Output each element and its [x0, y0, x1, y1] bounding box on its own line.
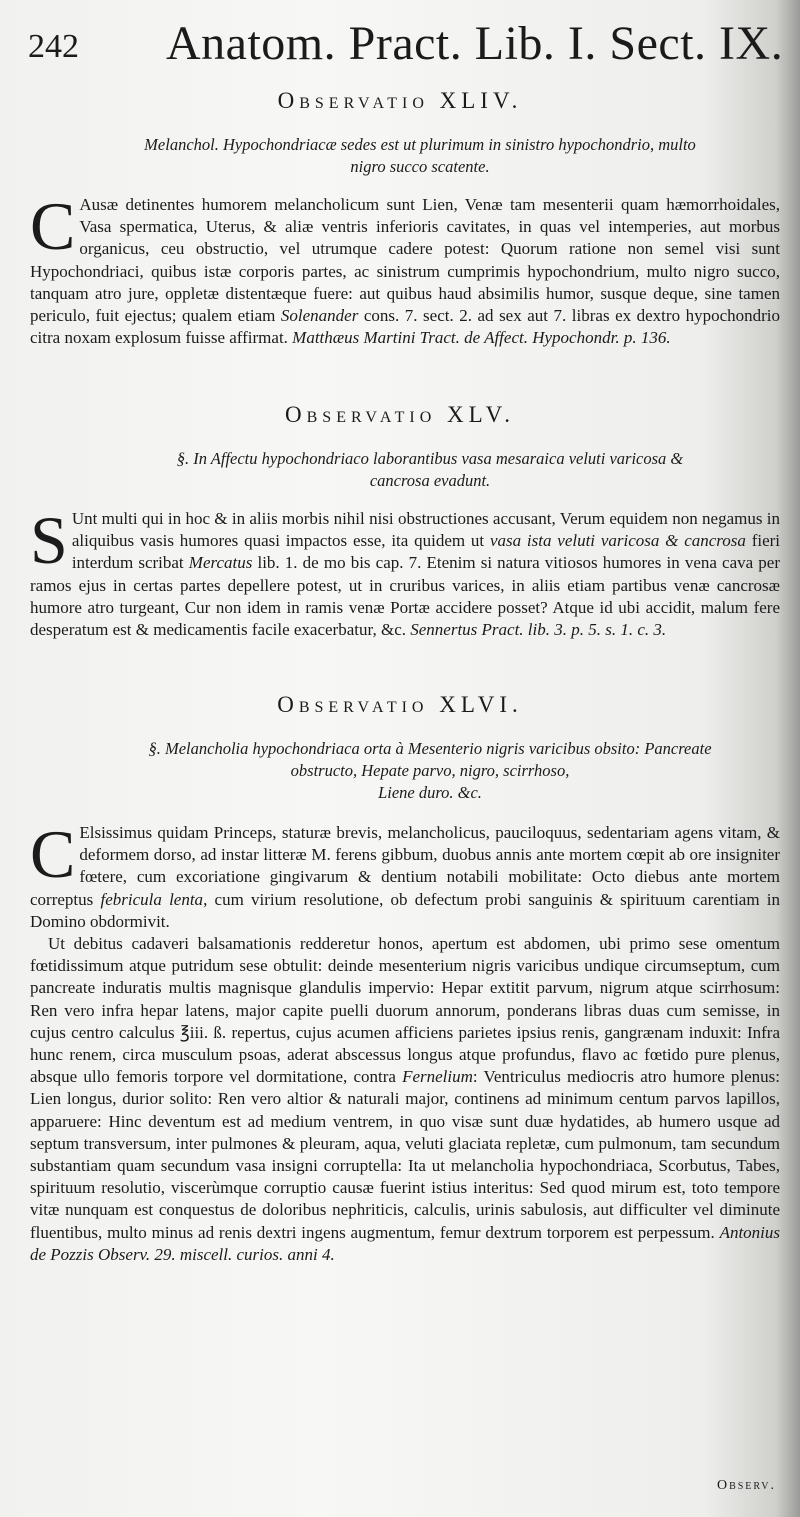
observation-46-title: Observatio XLVI.	[277, 692, 523, 717]
summary-line: Melanchol. Hypochondriacæ sedes est ut plurimum in sinistro hypochondrio, multo	[144, 135, 696, 154]
page-header	[28, 14, 784, 74]
text-run: : Ventriculus mediocris atro humore plenus: Lien longus, durior solito: Ren vero altior & naturali major, continens ad minimum centum parvos lapillos, apparuere: Hinc deventum est ad medium ventrem, in quo visæ sunt duæ hydatides, ab humero usque ad septum transversum, inter pulmones & pleuram, aqua, veluti glaciata repletæ, cum pulmonum, tam secundum substantiam quam secundum vasa insigni corruptella: Ita ut melancholia hypochondriaca, Scorbutus, Tabes, spirituum resolutio, viscerùmque corruptio causæ fuerint istius interitus: Sed quod mirum est, toto tempore vitæ nunquam est conquestus de doloribus nephriticis, calculis, urinis sabulosis, aut difficulter vel diminute fluentibus, multo minus ad renis dextri ingens augmentum, femur dextrum torporem est perpessum.	[30, 1067, 780, 1242]
drop-cap: C	[30, 188, 76, 264]
italic-run: vasa ista veluti varicosa & cancrosa	[489, 531, 746, 551]
author-name: Fernelium	[402, 1067, 473, 1087]
paragraph	[30, 816, 780, 933]
text-run: cons. 7. sect. 2. ad sex aut 7. libras ex dextro hypochondrio citra noxam explosum fuisse affirmat.	[30, 306, 781, 348]
citation: Sennertus Pract. lib. 3. p. 5. s. 1. c. 3.	[410, 620, 667, 640]
summary-line: Liene duro. &c.	[378, 783, 482, 802]
summary-line: cancrosa evadunt.	[369, 471, 491, 490]
text-run: Ausæ detinentes humorem melancholicum sunt Lien, Venæ tam mesenterii quam hæmorrhoidales, Vasa spermatica, Uterus, & aliæ ventris inferioris cavitates, in quas vel intemperies, aut morbus organicus, ceu obstructio, vel utrumque cadere potest: Quorum ratione non semel visi sunt Hypochondriaci, quibus istæ corporis partes, ac sinistrum cumprimis hypochondrium, multo nigro succo, tanquam atro jure, oppletæ distentæque fuere: aut quibus haud absimilis humor, susque deque, sine tamen periculo, fuit ejectus; qualem etiam	[30, 195, 780, 326]
observation-45-title: Observatio XLV.	[285, 402, 515, 427]
author-name: Mercatus	[188, 553, 253, 573]
summary-line: obstructo, Hepate parvo, nigro, scirrhoso,	[290, 761, 570, 780]
text-run: Ut debitus cadaveri balsamationis redderetur honos, apertum est abdomen, ubi primo sese omentum fœtidissimum atque putridum sese obtulit: deinde mesenterium nigris varicibus undique circumseptum, cum pancreate induratis multis magnisque glandulis impervio: Hepar extitit parvum, nigrum atque scirrhosum: Ren vero infra hepar latens, major capite puelli duorum annorum, ponderans libras duas cum semisse, in cujus centro calculus ℥iii. ß. repertus, cujus acumen afficiens parietes ipsius renis, gangrænam induxit: Infra hunc renem, circa musculum psoas, aderat abscessus longus atque profundus, flavo ac fœtido pure plenus, absque ullo femoris torpore vel dormitatione, contra	[30, 934, 780, 1087]
paragraph	[30, 933, 780, 1266]
paragraph	[30, 188, 781, 349]
text-run: , cum virium resolutione, ob defectum probi sanguinis & spirituum carentiam in Domino obdormivit.	[30, 889, 780, 931]
observation-44-summary	[80, 134, 760, 178]
observation-45-summary	[100, 448, 760, 492]
summary-line: §. Melancholia hypochondriaca orta à Mesenterio nigris varicibus obsito: Pancreate	[148, 739, 712, 758]
author-name: Solenander	[280, 306, 359, 326]
drop-cap: C	[30, 816, 76, 892]
observation-44-title: Observatio XLIV.	[277, 88, 523, 113]
running-title: Anatom. Pract. Lib. I. Sect. IX.	[166, 17, 784, 70]
citation: Matthæus Martini Tract. de Affect. Hypochondr. p. 136.	[292, 328, 671, 348]
text-run: fieri interdum scribat	[71, 531, 781, 573]
paragraph	[30, 502, 781, 641]
summary-line: §. In Affectu hypochondriaco laborantibus vasa mesaraica veluti varicosa &	[176, 449, 684, 468]
citation: Antonius de Pozzis Observ. 29. miscell. curios. anni 4.	[30, 1222, 781, 1264]
observation-45-text	[30, 502, 781, 641]
text-run: lib. 1. de mo bis cap. 7. Etenim si natura vitiosos humores in vena cava per ramos ejus in certas partes depellere potest, ut in cruribus varices, in aliis etiam partibus venæ cancrosæ humore atro turgeant, Cur non idem in ramis venæ Portæ accidere posset? Atque id ubi accidit, malum fere desperatum est & medicamentis facile exacerbatur, &c.	[30, 553, 780, 640]
drop-cap: S	[30, 502, 68, 578]
observation-46-summary	[100, 738, 760, 804]
text-run: Unt multi qui in hoc & in aliis morbis nihil nisi obstructiones accusant, Verum equidem non negamus in aliquibus vasis humores quasi impactos esse, ita quidem ut	[71, 509, 780, 551]
observation-44-text	[30, 188, 781, 349]
page-number: 242	[28, 28, 79, 65]
summary-line: nigro succo scatente.	[350, 157, 490, 176]
text-run: Elsissimus quidam Princeps, staturæ brevis, melancholicus, pauciloquus, sedentariam agens vitam, & deformem dorso, ad instar litteræ M. ferens gibbum, duobus annis ante mortem cœpit ab ore insigniter fœtere, cum excoriatione gingivarum & dentium notabili mobilitate: Octo diebus ante mortem correptus	[30, 823, 780, 909]
italic-run: febricula lenta	[100, 889, 204, 909]
observation-46-text	[30, 816, 781, 1266]
catchword: Observ.	[716, 1478, 776, 1493]
